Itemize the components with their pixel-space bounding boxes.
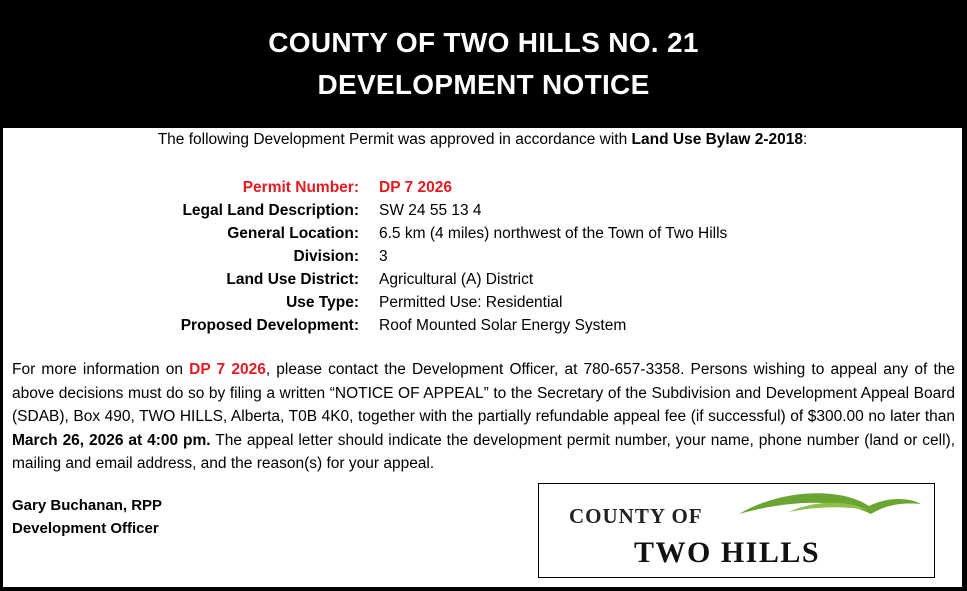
officer-name: Gary Buchanan, RPP <box>12 497 163 514</box>
logo-line1: COUNTY OF <box>569 504 703 528</box>
detail-row-legal-land: Legal Land Description: SW 24 55 13 4 <box>182 202 482 219</box>
detail-row-division: Division: 3 <box>293 248 388 265</box>
detail-row-use-type: Use Type: Permitted Use: Residential <box>286 294 563 311</box>
detail-row-permit-number: Permit Number: DP 7 2026 <box>242 179 452 196</box>
intro-text: The following Development Permit was approved in accordance with Land Use Bylaw 2-2018: <box>157 131 808 148</box>
header-title: COUNTY OF TWO HILLS NO. 21 <box>268 26 699 58</box>
logo-line2: TWO HILLS <box>634 536 821 569</box>
county-logo-graphic <box>539 484 934 577</box>
detail-row-land-use-district: Land Use District: Agricultural (A) District <box>226 271 534 288</box>
notice-header <box>0 0 967 127</box>
permit-details <box>3 176 962 337</box>
header-subtitle: DEVELOPMENT NOTICE <box>317 68 650 100</box>
bylaw-name: Land Use Bylaw 2-2018 <box>631 131 803 148</box>
signature-block <box>12 494 162 540</box>
appeal-paragraph: For more information on DP 7 2026, please contact the Development Officer, at 780-657-3358. Persons wishing to appeal any of the above decisions must do so by filing a written “NOTICE OF APPEAL” to the Secretary of the Subdivision and Development Appeal Board (SDAB), Box 490, TWO HILLS, Alberta, T0B 4K0, together with the partially refundable appeal fee (if successful) of $300.00 no later than March 26, 2026 at 4:00 pm. The appeal letter should indicate the development permit number, your name, phone number (land or cell), mailing and email address, and the reason(s) for your appeal. <box>12 361 956 472</box>
county-logo <box>538 483 935 578</box>
permit-reference: DP 7 2026 <box>189 361 266 378</box>
detail-row-proposed-development: Proposed Development: Roof Mounted Solar Energy System <box>180 317 627 334</box>
appeal-deadline: March 26, 2026 at 4:00 pm. <box>12 431 211 449</box>
detail-row-general-location: General Location: 6.5 km (4 miles) northwest of the Town of Two Hills <box>227 225 728 242</box>
notice-body <box>3 128 962 587</box>
officer-title: Development Officer <box>12 520 159 537</box>
